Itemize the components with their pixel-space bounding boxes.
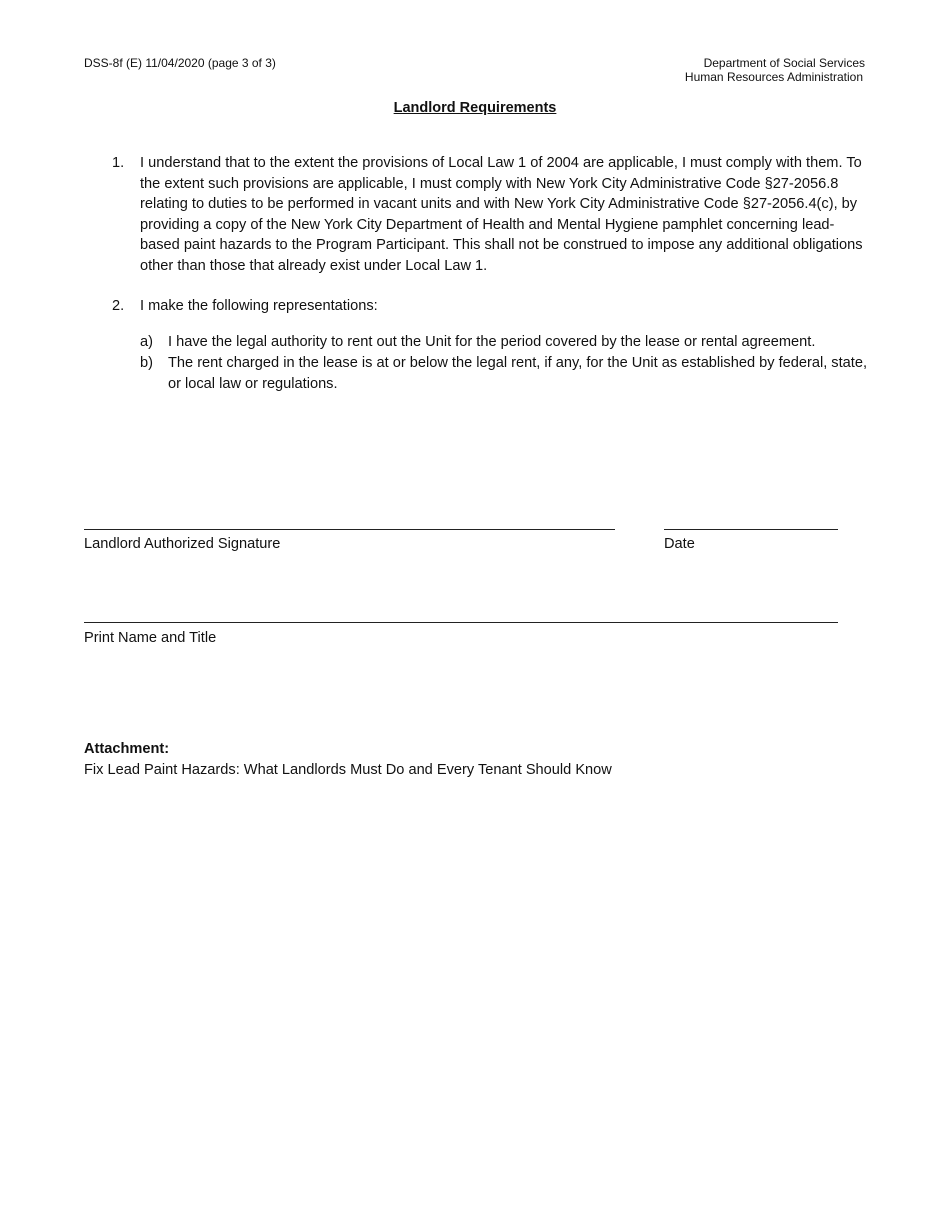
subitem-letter: b): [140, 355, 153, 371]
signature-line[interactable]: [84, 529, 615, 530]
item-text: I make the following representations:: [140, 298, 378, 314]
subitem-text: I have the legal authority to rent out the Unit for the period covered by the lease or rental agreement.: [168, 334, 816, 350]
item-text: I understand that to the extent the provisions of Local Law 1 of 2004 are applicable, I must comply with them. To the extent such provisions are applicable, I must comply with New York City Administrative Code §27-2056.8 relating to duties to be performed in vacant units and with New York City Administrative Code §27-2056.4(c), by providing a copy of the New York City Department of Health and Mental Hygiene pamphlet concerning lead-based paint hazards to the Program Participant. This shall not be construed to impose any additional obligations other than those that already exist under Local Law 1.: [140, 155, 863, 274]
subitem-text: The rent charged in the lease is at or below the legal rent, if any, for the Unit as established by federal, state, or local law or regulations.: [168, 355, 868, 392]
date-line[interactable]: [664, 529, 838, 530]
subitem-letter: a): [140, 334, 153, 350]
item-number: 1.: [112, 155, 125, 171]
attachment-title: Fix Lead Paint Hazards: What Landlords Must Do and Every Tenant Should Know: [84, 762, 612, 778]
print-name-line[interactable]: [84, 622, 838, 623]
signature-label: Landlord Authorized Signature: [84, 536, 281, 552]
date-label: Date: [664, 536, 695, 552]
form-id: DSS-8f (E) 11/04/2020 (page 3 of 3): [84, 56, 276, 70]
attachment-heading: Attachment:: [84, 741, 170, 757]
department-name: Department of Social Services: [703, 56, 865, 70]
administration-name: Human Resources Administration: [684, 70, 863, 84]
print-name-label: Print Name and Title: [84, 630, 217, 646]
item-number: 2.: [112, 298, 125, 314]
agency-header: [685, 56, 865, 84]
page-title: Landlord Requirements: [393, 100, 557, 116]
